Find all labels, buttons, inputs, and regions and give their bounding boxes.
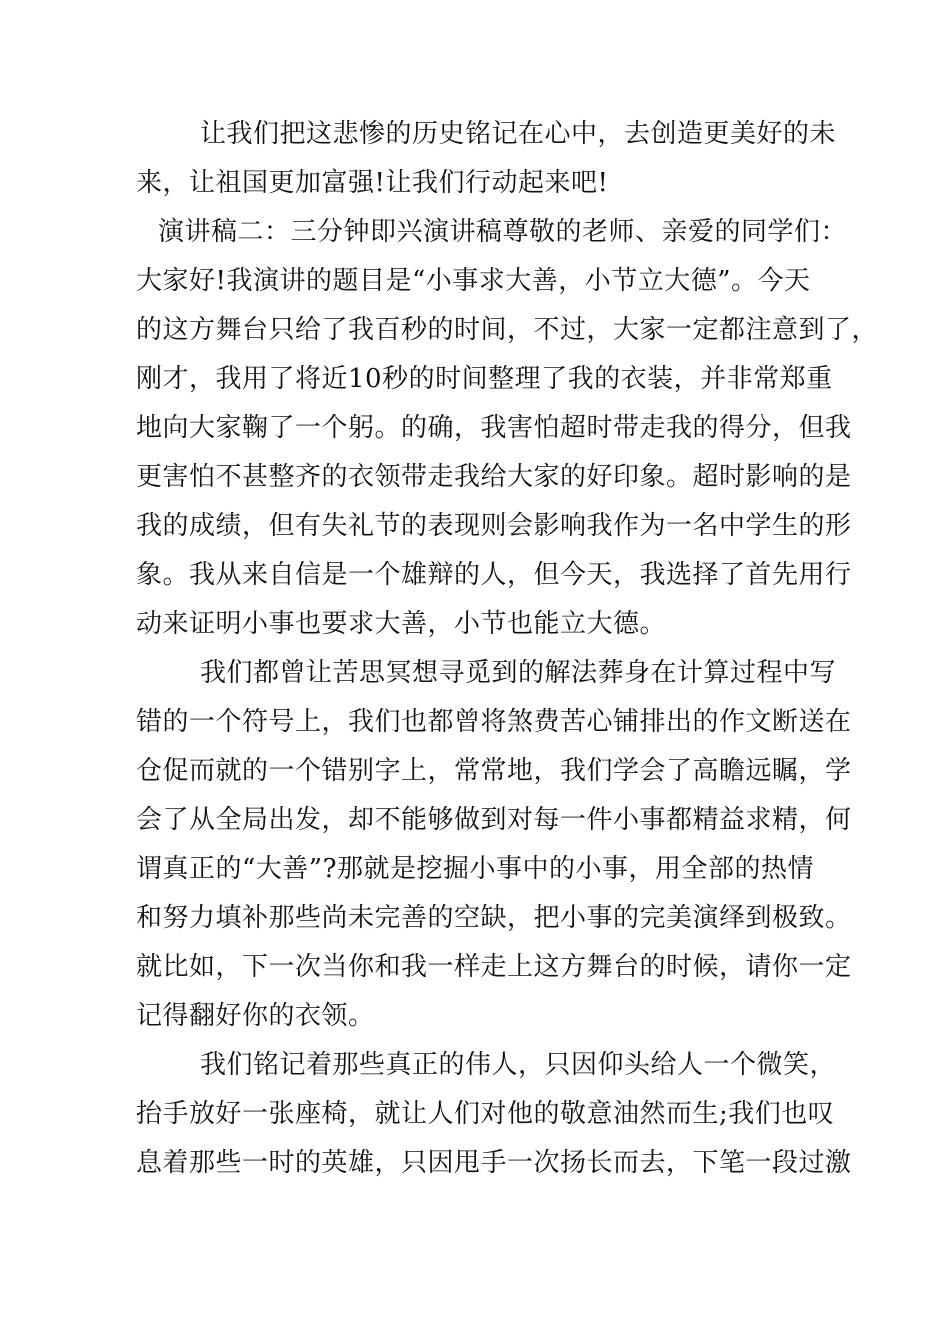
- text-line: 我们都曾让苦思冥想寻觅到的解法葬身在计算过程中写: [200, 658, 837, 688]
- text-line: 动来证明小事也要求大善，小节也能立大德。: [136, 609, 667, 639]
- text-line: 的这方舞台只给了我百秒的时间，不过，大家一定都注意到了，: [136, 315, 879, 345]
- section-heading-line: 演讲稿二：三分钟即兴演讲稿尊敬的老师、亲爱的同学们：: [158, 217, 848, 247]
- text-line: 会了从全局出发，却不能够做到对每一件小事都精益求精，何: [136, 805, 852, 835]
- text-line: 地向大家鞠了一个躬。的确，我害怕超时带走我的得分，但我: [136, 413, 852, 443]
- text-line: 仓促而就的一个错别字上，常常地，我们学会了高瞻远瞩，学: [136, 756, 852, 786]
- text-line: 就比如，下一次当你和我一样走上这方舞台的时候，请你一定: [136, 952, 852, 982]
- text-line: 抬手放好一张座椅，就让人们对他的敬意油然而生;我们也叹: [136, 1099, 835, 1129]
- text-line: 来，让祖国更加富强!让我们行动起来吧!: [136, 168, 609, 198]
- text-line: 息着那些一时的英雄，只因甩手一次扬长而去，下笔一段过激: [136, 1148, 852, 1178]
- text-line: 更害怕不甚整齐的衣领带走我给大家的好印象。超时影响的是: [136, 462, 852, 492]
- text-line: 记得翻好你的衣领。: [136, 1001, 375, 1031]
- text-line: 我们铭记着那些真正的伟人，只因仰头给人一个微笑，: [200, 1050, 837, 1080]
- text-line: 刚才，我用了将近10秒的时间整理了我的衣装，并非常郑重: [136, 364, 833, 394]
- text-line: 谓真正的“大善”?那就是挖掘小事中的小事，用全部的热情: [136, 854, 815, 884]
- text-line: 象。我从来自信是一个雄辩的人，但今天，我选择了首先用行: [136, 560, 852, 590]
- text-line: 我的成绩，但有失礼节的表现则会影响我作为一名中学生的形: [136, 511, 852, 541]
- text-line: 大家好!我演讲的题目是“小事求大善，小节立大德”。今天: [136, 266, 811, 296]
- text-line: 错的一个符号上，我们也都曾将煞费苦心铺排出的作文断送在: [136, 707, 852, 737]
- text-line: 让我们把这悲惨的历史铭记在心中，去创造更美好的未: [200, 119, 837, 149]
- text-line: 和努力填补那些尚未完善的空缺，把小事的完美演绎到极致。: [136, 903, 852, 933]
